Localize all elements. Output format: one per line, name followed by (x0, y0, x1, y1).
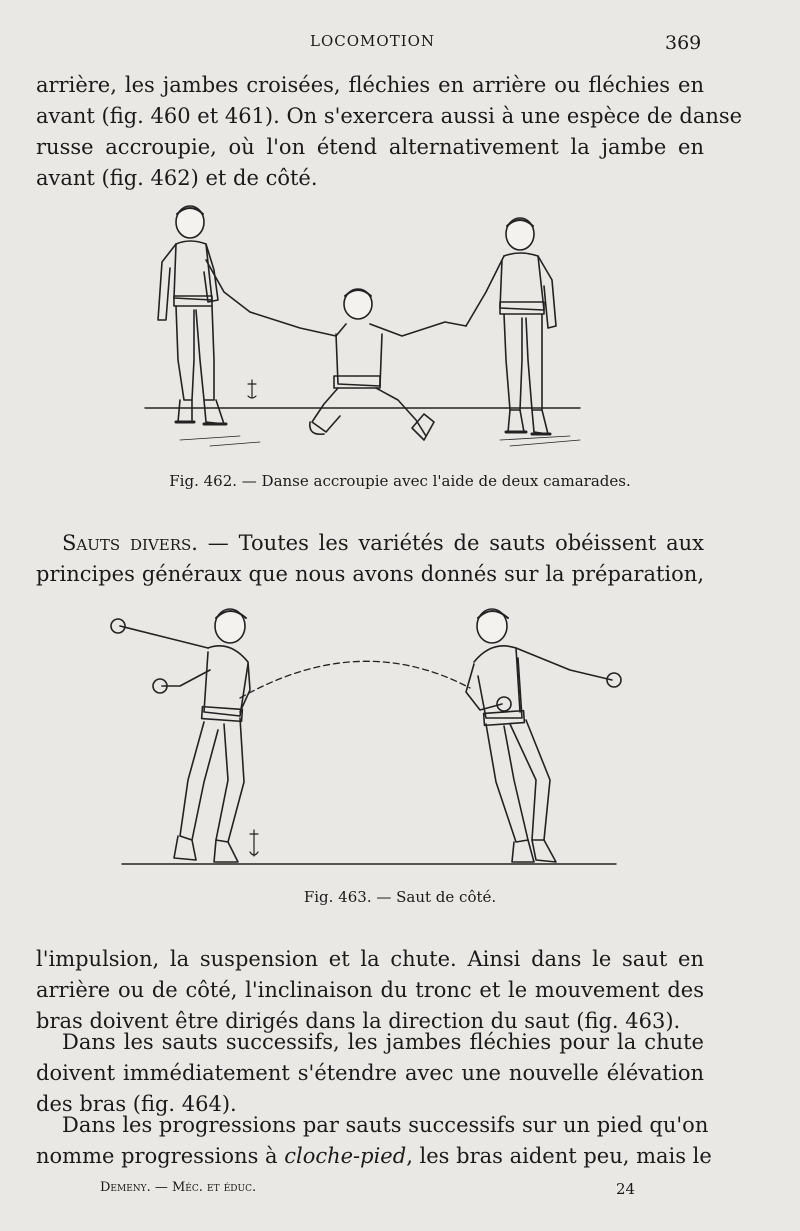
text-line (36, 528, 704, 559)
text-run: , les bras aident peu, mais le (406, 1144, 712, 1168)
figure-462-illustration (140, 200, 590, 460)
text-line: des bras (fig. 464). (36, 1092, 237, 1116)
figure-462-caption: Fig. 462. — Danse accroupie avec l'aide de deux camarades. (169, 472, 631, 490)
page-number: 369 (665, 32, 702, 54)
text-line: bras doivent être dirigés dans la direction du saut (fig. 463). (36, 1009, 681, 1033)
page-footer (0, 1180, 800, 1204)
figure-463-caption: Fig. 463. — Saut de côté. (303, 888, 497, 906)
text-line: arrière ou de côté, l'inclinaison du tronc et le mouvement des (36, 978, 704, 1002)
text-line: avant (fig. 462) et de côté. (36, 166, 318, 190)
bottom-paragraph-1 (36, 944, 704, 1037)
text-line: avant (fig. 460 et 461). On s'exercera aussi à une espèce de danse (36, 104, 743, 128)
italic-term: cloche-pied (284, 1144, 407, 1168)
figure-463-illustration (100, 600, 630, 870)
text-line: russe accroupie, où l'on étend alternativement la jambe en (36, 135, 704, 159)
footer-attribution: Demeny. — Méc. et éduc. (100, 1180, 257, 1195)
running-head (0, 32, 800, 56)
running-title: LOCOMOTION (310, 32, 436, 50)
signature-mark: 24 (616, 1180, 636, 1198)
text-line: arrière, les jambes croisées, fléchies en arrière ou fléchies en (36, 73, 704, 97)
text-line: l'impulsion, la suspension et la chute. Ainsi dans le saut en (36, 947, 704, 971)
top-paragraph (36, 70, 743, 194)
text-line: Dans les sauts successifs, les jambes fléchies pour la chute (62, 1030, 704, 1054)
bottom-paragraph-2 (36, 1027, 704, 1120)
text-run: — Toutes les variétés de sauts obéissent aux (197, 531, 704, 555)
bottom-paragraph-3 (36, 1110, 712, 1172)
text-line: Dans les progressions par sauts successifs sur un pied qu'on (62, 1113, 709, 1137)
text-line: doivent immédiatement s'étendre avec une nouvelle élévation (36, 1061, 704, 1085)
section-heading: Sauts divers. (62, 531, 198, 555)
text-line (36, 1141, 712, 1172)
sauts-paragraph (36, 528, 704, 590)
text-run: nomme progressions à (36, 1144, 285, 1168)
text-line: principes généraux que nous avons donnés sur la préparation, (36, 562, 704, 586)
